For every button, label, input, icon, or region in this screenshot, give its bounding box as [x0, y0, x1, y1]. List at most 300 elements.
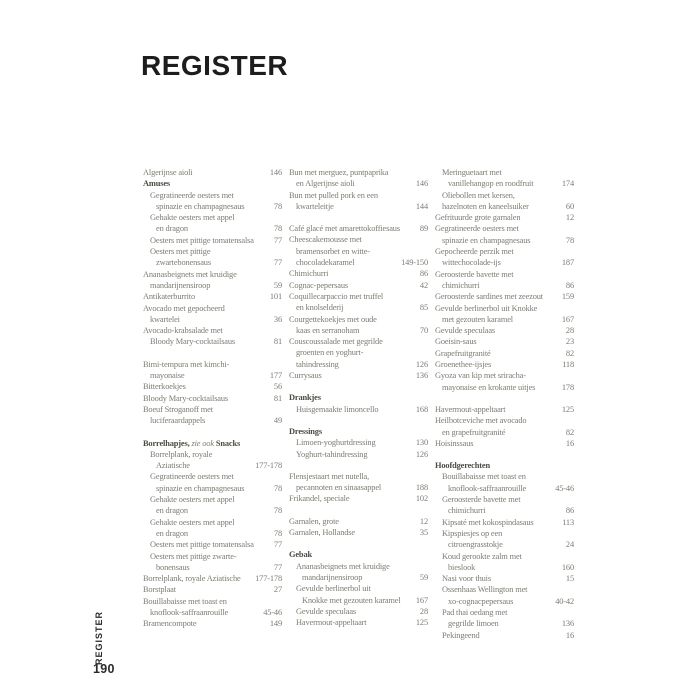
index-entry — [435, 505, 574, 516]
index-entry — [435, 573, 574, 584]
entry-text: kwarteleitje — [296, 201, 334, 211]
entry-text: Garnalen, grote — [289, 516, 339, 526]
index-entry — [143, 393, 282, 404]
index-entry — [289, 280, 428, 291]
index-entry — [143, 584, 282, 595]
entry-text: Groenethee-ijsjes — [435, 360, 492, 370]
entry-text: tahindressing — [296, 359, 339, 369]
entry-page-number: 82 — [565, 348, 574, 358]
entry-page-number: 178 — [561, 382, 574, 392]
entry-text: en grapefruitgranité — [442, 427, 506, 437]
entry-page-number: 28 — [419, 606, 428, 616]
index-entry — [289, 336, 428, 347]
entry-text: chocoladekaramel — [296, 258, 355, 268]
index-entry — [435, 528, 574, 539]
entry-text: Nasi voor thuis — [442, 574, 491, 584]
index-entry — [143, 551, 282, 562]
index-entry — [289, 449, 428, 460]
index-entry — [289, 178, 428, 189]
entry-text: bonensaus — [156, 562, 190, 572]
entry-page-number: 81 — [273, 337, 282, 347]
index-entry — [289, 493, 428, 504]
entry-text: Yoghurt-tahindressing — [296, 449, 368, 459]
index-entry — [435, 212, 574, 223]
entry-text: Gebak — [289, 550, 312, 560]
index-entry — [435, 630, 574, 641]
index-entry — [289, 257, 428, 268]
entry-text: en knolselderij — [296, 303, 344, 313]
index-entry — [143, 471, 282, 482]
index-entry — [143, 190, 282, 201]
entry-text: Courgettekoekjes met oude — [289, 314, 377, 324]
entry-text: Bouillabaisse met toast en — [143, 596, 227, 606]
entry-page-number: 77 — [273, 562, 282, 572]
entry-text: Cheescakemousse met — [289, 235, 362, 245]
index-entry — [143, 257, 282, 268]
index-entry — [435, 201, 574, 212]
index-entry — [143, 449, 282, 460]
entry-page-number: 167 — [561, 314, 574, 324]
entry-page-number: 23 — [565, 337, 574, 347]
entry-text-segment: zie ook — [191, 438, 216, 448]
entry-text: Limoen-yoghurtdressing — [296, 438, 376, 448]
entry-page-number: 78 — [273, 483, 282, 493]
entry-text: Oesters met pittige — [150, 247, 211, 257]
entry-text: Bloody Mary-cocktailsaus — [150, 337, 236, 347]
entry-page-number: 130 — [415, 438, 428, 448]
index-entry — [143, 381, 282, 392]
index-entry — [289, 516, 428, 527]
entry-text: Meringuetaart met — [442, 168, 502, 177]
entry-text: groenten en yoghurt- — [296, 348, 364, 358]
entry-text: pecannoten en sinaasappel — [296, 483, 382, 493]
index-entry — [289, 561, 428, 572]
entry-text: Garnalen, Hollandse — [289, 528, 355, 538]
entry-text: Goeisin-saus — [435, 337, 477, 347]
index-entry — [289, 223, 428, 234]
index-entry — [435, 257, 574, 268]
entry-page-number: 159 — [561, 292, 574, 302]
index-entry — [143, 483, 282, 494]
index-entry — [435, 359, 574, 370]
index-section-header — [289, 549, 428, 560]
index-entry — [435, 551, 574, 562]
index-entry — [289, 167, 428, 178]
index-entry — [289, 234, 428, 245]
entry-text: spinazie en champagnesaus — [156, 483, 245, 493]
index-entry — [143, 596, 282, 607]
entry-text: Havermout-appeltaart — [435, 404, 506, 414]
entry-text: Huisgemaakte limoncello — [296, 404, 379, 414]
entry-page-number: 144 — [415, 201, 428, 211]
entry-text: knoflook-saffraanrouille — [448, 483, 527, 493]
entry-page-number: 146 — [415, 179, 428, 189]
entry-page-number: 59 — [419, 572, 428, 582]
entry-text: Borrelplank, royale Aziatische — [143, 574, 241, 584]
index-entry — [435, 303, 574, 314]
index-entry — [143, 528, 282, 539]
index-body — [143, 167, 581, 641]
entry-page-number: 102 — [415, 494, 428, 504]
index-entry — [289, 325, 428, 336]
index-entry — [435, 291, 574, 302]
entry-text: Frikandel, speciale — [289, 494, 350, 504]
index-entry — [435, 370, 574, 381]
index-entry — [435, 314, 574, 325]
entry-text: Coquillecarpaccio met truffel — [289, 291, 384, 301]
entry-text: Gepocheerde perzik met — [435, 247, 514, 257]
index-entry — [143, 167, 282, 178]
index-entry — [143, 505, 282, 516]
entry-text: Pad thai oedang met — [442, 607, 508, 617]
index-entry — [289, 246, 428, 257]
entry-page-number: 78 — [273, 201, 282, 211]
entry-text: Currysaus — [289, 371, 322, 381]
entry-text: Gefrituurde grote garnalen — [435, 213, 521, 223]
entry-text: zwartebonensaus — [156, 258, 211, 268]
entry-text: Gegratineerde oesters met — [150, 472, 234, 482]
index-entry — [289, 302, 428, 313]
entry-page-number: 146 — [269, 168, 282, 177]
entry-page-number: 12 — [565, 213, 574, 223]
entry-page-number: 82 — [565, 427, 574, 437]
index-column-1 — [143, 167, 282, 641]
entry-page-number: 27 — [273, 585, 282, 595]
entry-text: gegrilde limoen — [448, 619, 499, 629]
index-entry — [435, 596, 574, 607]
index-entry — [143, 460, 282, 471]
entry-text: en Algerijnse aioli — [296, 179, 355, 189]
entry-text: Bouillabaisse met toast en — [442, 472, 526, 482]
entry-page-number: 187 — [561, 258, 574, 268]
entry-page-number: 125 — [415, 618, 428, 628]
entry-text: Pekingeend — [442, 630, 480, 640]
entry-text: Ananasbeignets met kruidige — [296, 561, 390, 571]
index-entry — [289, 617, 428, 628]
entry-page-number: 86 — [419, 269, 428, 279]
index-section-header — [289, 392, 428, 403]
entry-page-number: 136 — [561, 619, 574, 629]
entry-page-number: 177 — [269, 371, 282, 381]
index-entry — [435, 471, 574, 482]
entry-text: Borstplaat — [143, 585, 176, 595]
index-entry — [435, 246, 574, 257]
index-entry — [435, 190, 574, 201]
entry-page-number: 81 — [273, 393, 282, 403]
index-entry — [143, 303, 282, 314]
index-column-3 — [435, 167, 574, 641]
entry-page-number: 113 — [562, 517, 574, 527]
entry-page-number: 78 — [273, 506, 282, 516]
index-entry — [435, 438, 574, 449]
entry-page-number: 15 — [565, 574, 574, 584]
index-entry — [435, 348, 574, 359]
index-entry — [289, 527, 428, 538]
entry-page-number: 149-150 — [401, 258, 428, 268]
index-entry — [143, 494, 282, 505]
index-entry — [143, 280, 282, 291]
entry-text: Grapefruitgranité — [435, 348, 491, 358]
entry-text: Gehakte oesters met appel — [150, 517, 235, 527]
index-entry — [435, 607, 574, 618]
entry-page-number: 24 — [565, 540, 574, 550]
entry-text: en dragon — [156, 224, 188, 234]
index-entry — [143, 269, 282, 280]
entry-text: Algerijnse aioli — [143, 168, 193, 177]
entry-page-number: 60 — [565, 201, 574, 211]
entry-text: Hoofdgerechten — [435, 461, 490, 471]
entry-page-number: 86 — [565, 506, 574, 516]
index-entry — [435, 584, 574, 595]
entry-page-number: 188 — [415, 483, 428, 493]
index-entry — [143, 370, 282, 381]
entry-text: Bimi-tempura met kimchi- — [143, 359, 230, 369]
index-entry — [143, 291, 282, 302]
entry-page-number: 16 — [565, 630, 574, 640]
entry-text: Gehakte oesters met appel — [150, 213, 235, 223]
entry-text: Drankjes — [289, 393, 321, 403]
entry-text: Bun met merguez, puntpaprika — [289, 168, 389, 177]
entry-page-number: 56 — [273, 382, 282, 392]
entry-page-number: 77 — [273, 540, 282, 550]
entry-page-number: 45-46 — [263, 607, 282, 617]
entry-text: spinazie en champagnesaus — [156, 201, 245, 211]
index-entry — [143, 539, 282, 550]
entry-text: Couscoussalade met gegrilde — [289, 337, 383, 347]
entry-text: Gyoza van kip met sriracha- — [435, 371, 526, 381]
entry-text: hazelnoten en kaneelsuiker — [442, 201, 529, 211]
entry-text: Oesters met pittige tomatensalsa — [150, 235, 254, 245]
index-entry — [143, 618, 282, 629]
entry-text-segment: Borrelhapjes, — [143, 438, 192, 448]
index-section-header — [435, 460, 574, 471]
index-entry — [435, 269, 574, 280]
entry-text: Ananasbeignets met kruidige — [143, 269, 237, 279]
entry-text: Bloody Mary-cocktailsaus — [143, 393, 229, 403]
index-entry — [143, 314, 282, 325]
entry-page-number: 160 — [561, 562, 574, 572]
index-entry — [435, 404, 574, 415]
index-entry — [143, 325, 282, 336]
index-entry — [289, 359, 428, 370]
index-entry — [289, 291, 428, 302]
page-title: REGISTER — [141, 50, 289, 81]
entry-text: Bun met pulled pork en een — [289, 190, 378, 200]
entry-page-number: 28 — [565, 326, 574, 336]
entry-text: Gevulde berlinerbol uit Knokke — [435, 303, 538, 313]
index-entry — [435, 517, 574, 528]
index-entry — [435, 178, 574, 189]
index-entry — [143, 336, 282, 347]
index-entry — [435, 325, 574, 336]
entry-text: Gevulde speculaas — [435, 326, 496, 336]
entry-text: Heilbotceviche met avocado — [435, 416, 527, 426]
index-entry — [435, 483, 574, 494]
index-entry — [289, 268, 428, 279]
entry-text: Geroosterde bavette met — [435, 269, 514, 279]
entry-page-number: 174 — [561, 179, 574, 189]
index-entry — [289, 583, 428, 594]
entry-text: Flensjestaart met nutella, — [289, 471, 370, 481]
entry-page-number: 101 — [269, 292, 282, 302]
entry-text: Gehakte oesters met appel — [150, 495, 235, 505]
index-section-header — [143, 178, 282, 189]
entry-text: Ossenhaas Wellington met — [442, 585, 528, 595]
entry-page-number: 125 — [561, 404, 574, 414]
index-entry — [435, 415, 574, 426]
entry-text: citroengrasstokje — [448, 540, 503, 550]
entry-text: Amuses — [143, 179, 171, 189]
index-entry — [143, 415, 282, 426]
entry-page-number: 177-178 — [255, 574, 282, 584]
entry-text: Gevulde speculaas — [296, 606, 357, 616]
index-entry — [143, 235, 282, 246]
index-entry — [435, 618, 574, 629]
entry-page-number: 78 — [273, 224, 282, 234]
entry-text: Gevulde berlinerbol uit — [296, 584, 371, 594]
entry-text: chimichurri — [442, 280, 480, 290]
index-entry — [435, 539, 574, 550]
entry-text: vanillehangop en roodfruit — [448, 179, 534, 189]
entry-page-number: 12 — [419, 516, 428, 526]
entry-text — [143, 438, 240, 449]
entry-text: Gegratineerde oesters met — [435, 224, 519, 234]
entry-text: en dragon — [156, 528, 188, 538]
index-entry — [143, 246, 282, 257]
entry-text: wittechocolade-ijs — [442, 258, 501, 268]
entry-text: mayonaise en krokante uitjes — [442, 382, 536, 392]
index-entry — [435, 562, 574, 573]
entry-page-number: 77 — [273, 235, 282, 245]
entry-text: Oesters met pittige zwarte- — [150, 551, 237, 561]
index-entry — [289, 471, 428, 482]
entry-text: Oesters met pittige tomatensalsa — [150, 540, 254, 550]
page-number: 190 — [93, 662, 115, 676]
index-entry — [289, 606, 428, 617]
entry-text: Koud gerookte zalm met — [442, 551, 522, 561]
index-entry — [435, 336, 574, 347]
entry-page-number: 85 — [419, 303, 428, 313]
entry-text: Hoisinssaus — [435, 438, 474, 448]
index-column-2 — [289, 167, 428, 641]
entry-text: Chimichurri — [289, 269, 329, 279]
index-entry — [143, 359, 282, 370]
index-entry — [289, 347, 428, 358]
index-entry — [435, 280, 574, 291]
entry-text: chimichurri — [448, 506, 486, 516]
entry-page-number: 78 — [565, 235, 574, 245]
entry-page-number: 16 — [565, 438, 574, 448]
entry-text: kaas en serranoham — [296, 325, 360, 335]
index-entry — [143, 573, 282, 584]
entry-text: en dragon — [156, 506, 188, 516]
entry-text: luciferaardappels — [150, 416, 206, 426]
entry-page-number: 59 — [273, 280, 282, 290]
index-entry — [435, 167, 574, 178]
entry-text: xo-cognacpepersaus — [448, 596, 514, 606]
index-entry — [435, 427, 574, 438]
entry-page-number: 149 — [269, 619, 282, 629]
entry-text: Geroosterde sardines met zeezout — [435, 292, 543, 302]
entry-text: Knokke met gezouten karamel — [302, 595, 401, 605]
index-entry — [289, 370, 428, 381]
index-entry — [289, 437, 428, 448]
entry-page-number: 42 — [419, 280, 428, 290]
entry-text: met gezouten karamel — [442, 314, 513, 324]
entry-text: Boeuf Stroganoff met — [143, 404, 213, 414]
index-entry — [289, 314, 428, 325]
entry-text: Aziatische — [156, 461, 190, 471]
entry-text-segment: Snacks — [215, 438, 241, 448]
entry-text: Café glacé met amarettokoffiesaus — [289, 224, 400, 234]
index-entry — [289, 482, 428, 493]
entry-page-number: 126 — [415, 449, 428, 459]
entry-page-number: 45-46 — [555, 483, 574, 493]
entry-text: bramensorbet en witte- — [296, 246, 370, 256]
entry-text: Bramencompote — [143, 619, 197, 629]
entry-text: mandarijnensiroop — [150, 280, 211, 290]
index-entry — [435, 235, 574, 246]
entry-text: Antikaterburrito — [143, 292, 196, 302]
index-entry — [289, 201, 428, 212]
entry-text: knoflook-saffraanrouille — [150, 607, 229, 617]
entry-text: Dressings — [289, 426, 322, 436]
index-entry — [435, 382, 574, 393]
spine-section-label: REGISTER — [94, 611, 104, 666]
entry-page-number: 136 — [415, 371, 428, 381]
entry-page-number: 86 — [565, 280, 574, 290]
entry-text: Gegratineerde oesters met — [150, 190, 234, 200]
index-entry — [143, 517, 282, 528]
entry-page-number: 177-178 — [255, 461, 282, 471]
entry-page-number: 78 — [273, 528, 282, 538]
entry-text: kwartelei — [150, 314, 180, 324]
entry-text: Geroosterde bavette met — [442, 495, 521, 505]
entry-text: Avocado-krabsalade met — [143, 326, 223, 336]
index-section-header — [143, 438, 282, 449]
index-entry — [435, 223, 574, 234]
entry-text: bieslook — [448, 562, 476, 572]
index-entry — [289, 595, 428, 606]
index-entry — [143, 562, 282, 573]
entry-text: mayonaise — [150, 371, 185, 381]
entry-text: Oliebollen met kersen, — [442, 190, 515, 200]
index-entry — [143, 223, 282, 234]
entry-text: Cognac-pepersaus — [289, 280, 348, 290]
index-entry — [289, 572, 428, 583]
entry-text: Kipsaté met kokospindasaus — [442, 517, 534, 527]
entry-text: mandarijnensiroop — [302, 572, 363, 582]
entry-page-number: 168 — [415, 404, 428, 414]
entry-text: Borrelplank, royale — [150, 449, 213, 459]
entry-page-number: 167 — [415, 595, 428, 605]
entry-page-number: 70 — [419, 325, 428, 335]
index-entry — [435, 494, 574, 505]
index-entry — [143, 607, 282, 618]
index-entry — [143, 201, 282, 212]
entry-page-number: 77 — [273, 258, 282, 268]
entry-page-number: 89 — [419, 224, 428, 234]
entry-page-number: 36 — [273, 314, 282, 324]
entry-page-number: 118 — [562, 360, 574, 370]
index-entry — [143, 404, 282, 415]
entry-text: spinazie en champagnesaus — [442, 235, 531, 245]
entry-page-number: 126 — [415, 359, 428, 369]
entry-page-number: 40-42 — [555, 596, 574, 606]
entry-page-number: 35 — [419, 528, 428, 538]
entry-text: Kipspiesjes op een — [442, 528, 503, 538]
entry-page-number: 49 — [273, 416, 282, 426]
